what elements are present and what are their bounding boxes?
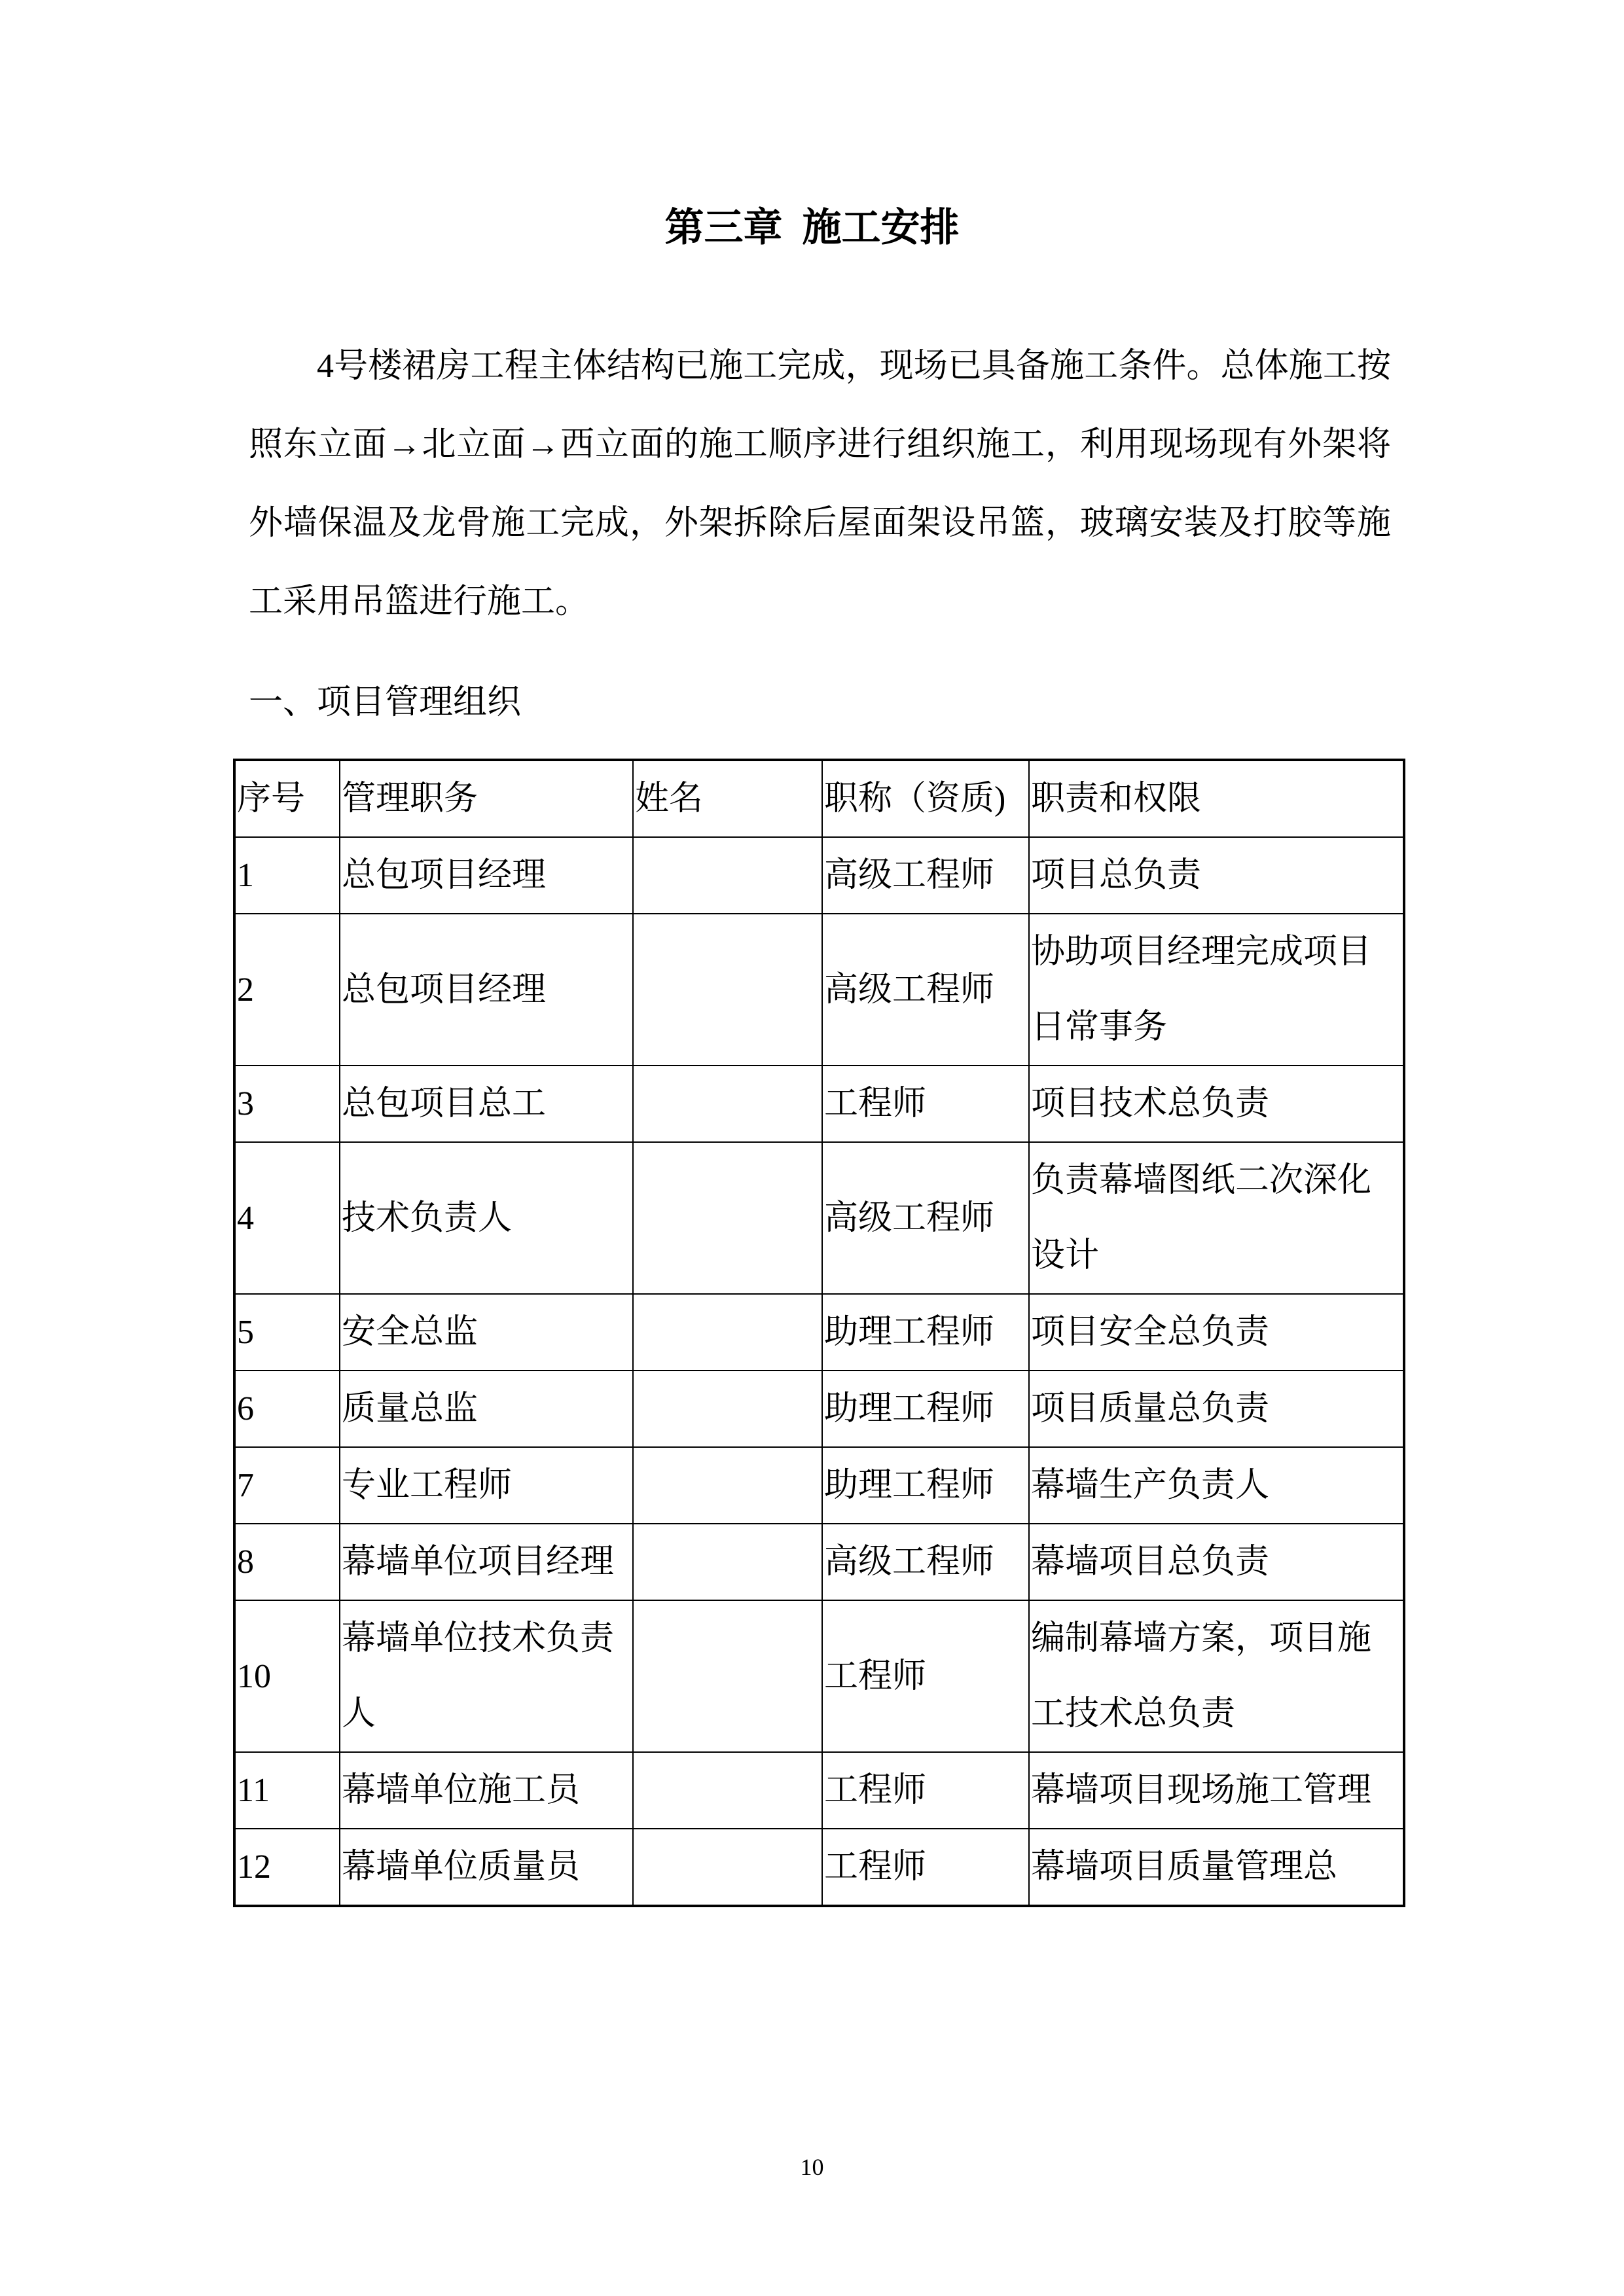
cell-no: 7 [234,1447,340,1524]
cell-no: 1 [234,837,340,914]
table-row [234,1066,1404,1142]
cell-resp: 幕墙项目总负责 [1029,1524,1404,1600]
table-row [234,1371,1404,1447]
cell-title: 助理工程师 [822,1294,1029,1371]
table-row [234,1600,1404,1752]
cell-no: 3 [234,1066,340,1142]
cell-name [633,1066,822,1142]
cell-name [633,837,822,914]
header-no: 序号 [234,760,340,837]
cell-duty: 技术负责人 [340,1142,633,1294]
header-resp: 职责和权限 [1029,760,1404,837]
page-number: 10 [800,2154,824,2180]
cell-title: 高级工程师 [822,1142,1029,1294]
cell-duty: 总包项目经理 [340,914,633,1066]
cell-duty: 总包项目总工 [340,1066,633,1142]
cell-no: 11 [234,1752,340,1829]
intro-paragraph: 4号楼裙房工程主体结构已施工完成，现场已具备施工条件。总体施工按照东立面→北立面→西立面的施工顺序进行组织施工，利用现场现有外架将外墙保温及龙骨施工完成，外架拆除后屋面架设吊篮，玻璃安装及打胶等施工采用吊篮进行施工。 [249,348,1391,620]
cell-duty: 安全总监 [340,1294,633,1371]
cell-name [633,1752,822,1829]
management-table [233,759,1405,1907]
cell-name [633,1371,822,1447]
table-row [234,1829,1404,1906]
cell-name [633,1600,822,1752]
cell-no: 8 [234,1524,340,1600]
cell-resp: 编制幕墙方案，项目施工技术总负责 [1029,1600,1404,1752]
cell-title: 工程师 [822,1829,1029,1906]
cell-resp: 幕墙生产负责人 [1029,1447,1404,1524]
cell-resp: 幕墙项目质量管理总 [1029,1829,1404,1906]
cell-duty: 质量总监 [340,1371,633,1447]
chapter-title: 第三章 施工安排 [664,206,960,249]
header-duty: 管理职务 [340,760,633,837]
table-row [234,1752,1404,1829]
cell-title: 助理工程师 [822,1447,1029,1524]
cell-title: 高级工程师 [822,914,1029,1066]
cell-title: 工程师 [822,1752,1029,1829]
cell-name [633,1142,822,1294]
cell-duty: 幕墙单位技术负责人 [340,1600,633,1752]
cell-no: 2 [234,914,340,1066]
cell-duty: 幕墙单位施工员 [340,1752,633,1829]
table-header-row [234,760,1404,837]
section-heading: 一、项目管理组织 [249,684,522,721]
cell-no: 5 [234,1294,340,1371]
cell-name [633,1829,822,1906]
cell-no: 10 [234,1600,340,1752]
cell-title: 工程师 [822,1600,1029,1752]
table-row [234,1447,1404,1524]
table-row [234,1142,1404,1294]
cell-duty: 总包项目经理 [340,837,633,914]
cell-title: 工程师 [822,1066,1029,1142]
cell-no: 12 [234,1829,340,1906]
cell-resp: 项目总负责 [1029,837,1404,914]
cell-no: 4 [234,1142,340,1294]
cell-title: 助理工程师 [822,1371,1029,1447]
cell-duty: 幕墙单位质量员 [340,1829,633,1906]
cell-resp: 协助项目经理完成项目日常事务 [1029,914,1404,1066]
table-row [234,837,1404,914]
cell-no: 6 [234,1371,340,1447]
cell-name [633,1294,822,1371]
header-title: 职称（资质) [822,760,1029,837]
cell-duty: 幕墙单位项目经理 [340,1524,633,1600]
cell-title: 高级工程师 [822,1524,1029,1600]
cell-title: 高级工程师 [822,837,1029,914]
cell-duty: 专业工程师 [340,1447,633,1524]
cell-name [633,1447,822,1524]
cell-resp: 负责幕墙图纸二次深化设计 [1029,1142,1404,1294]
cell-name [633,1524,822,1600]
cell-name [633,914,822,1066]
table-row [234,1524,1404,1600]
table-row [234,1294,1404,1371]
cell-resp: 幕墙项目现场施工管理 [1029,1752,1404,1829]
table-row [234,914,1404,1066]
cell-resp: 项目质量总负责 [1029,1371,1404,1447]
header-name: 姓名 [633,760,822,837]
cell-resp: 项目安全总负责 [1029,1294,1404,1371]
cell-resp: 项目技术总负责 [1029,1066,1404,1142]
